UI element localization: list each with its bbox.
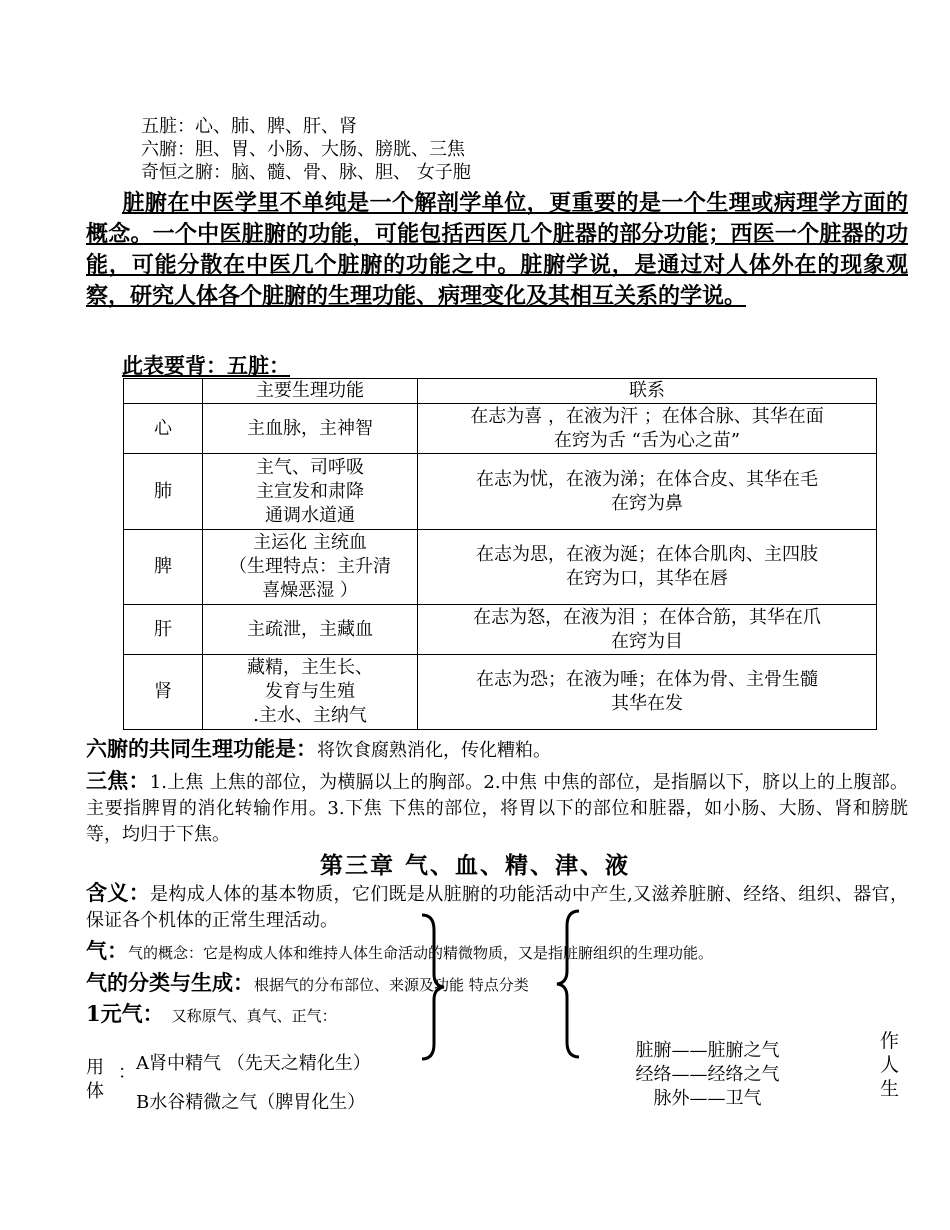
relation-cell [418, 530, 877, 605]
function-line: 通调水道通 [265, 504, 355, 526]
side-char: 用 [86, 1057, 104, 1078]
relation-line: 在窍为口，其华在唇 [566, 568, 728, 589]
function-line: 主疏泄，主藏血 [247, 618, 373, 640]
table-row [124, 454, 877, 530]
sanjiao-paragraph [86, 768, 908, 848]
yuanqi-text: 又称原气、真气、正气： [171, 1007, 337, 1025]
relation-line: 在志为怒，在液为泪 ；在体合筋，其华在爪 [473, 606, 821, 628]
yuanqi-line [86, 1001, 908, 1029]
function-cell [203, 530, 418, 605]
relation-line: 在志为忧，在液为涕；在体合皮、其华在毛 [476, 468, 818, 490]
list-item: 六腑：胆、胃、小肠、大肠、膀胱、三焦 [141, 139, 465, 160]
relation-cell [418, 655, 877, 730]
list-item: 脉外——卫气 [653, 1088, 762, 1109]
organ-cell: 肾 [124, 655, 203, 730]
list-item: 奇恒之腑：脑、髓、骨、脉、胆、 女子胞 [141, 162, 471, 183]
organ-cell: 心 [124, 404, 203, 454]
yuanqi-label: 1元气： [86, 1001, 164, 1026]
liufu-line [86, 736, 908, 764]
side-right-text [880, 1029, 899, 1101]
organ-cell: 肺 [124, 454, 203, 530]
side-colon: ： [118, 1062, 136, 1083]
relation-line: 在窍为舌 “舌为心之苗” [553, 429, 741, 451]
hanyi-text: 是构成人体的基本物质，它们既是从脏腑的功能活动中产生,又滋养脏腑、经络、组织、器官，保证各个机体的正常生理活动。 [86, 884, 909, 931]
hanyi-paragraph [86, 880, 908, 934]
sanjiao-text: 1.上焦 上焦的部位，为横膈以上的胸部。2.中焦 中焦的部位，是指膈以下，脐以上的上腹部。主要指脾胃的消化转输作用。3.下焦 下焦的部位，将胃以下的部位和脏器，如小肠、大肠、肾和膀胱等，均归于下焦。 [86, 772, 908, 845]
relation-line: 在窍为目 [611, 630, 683, 652]
table-row [124, 404, 877, 454]
function-line: 发育与生殖 [265, 681, 355, 702]
zangfu-paragraph-text: 脏腑在中医学里不单纯是一个解剖学单位，更重要的是一个生理或病理学方面的概念。一个中医脏腑的功能，可能包括西医几个脏器的部分功能；西医一个脏器的功能，可能分散在中医几个脏腑的功能之中。脏腑学说，是通过对人体外在的现象观察，研究人体各个脏腑的生理功能、病理变化及其相互关系的学说。 [86, 190, 908, 309]
list-item: 五脏：心、肺、脾、肝、肾 [141, 116, 357, 137]
function-line: 藏精，主生长、 [247, 657, 373, 678]
qi-class-text: 根据气的分布部位、来源及功能 特点分类 [254, 976, 529, 994]
relation-line: 在窍为鼻 [611, 492, 683, 514]
chapter-title: 第三章 气、血、精、津、液 [319, 852, 630, 879]
qi-class-line [86, 970, 908, 998]
function-line: 主宣发和肃降 [256, 480, 364, 502]
function-cell [203, 454, 418, 530]
qi-label: 气： [86, 938, 128, 963]
function-cell [203, 605, 418, 655]
function-line: 主血脉，主神智 [247, 417, 373, 439]
zangfu-paragraph [86, 188, 908, 312]
table-header-row [124, 379, 877, 404]
relation-line: 其华在发 [611, 693, 683, 714]
relation-cell [418, 605, 877, 655]
function-cell [203, 404, 418, 454]
sanjiao-label: 三焦： [86, 768, 150, 793]
list-item: 经络——经络之气 [635, 1064, 780, 1085]
source-b: B水谷精微之气（脾胃化生） [136, 1092, 366, 1113]
qi-text: 气的概念：它是构成人体和维持人体生命活动的精微物质，又是指脏腑组织的生理功能。 [128, 944, 714, 962]
qi-line [86, 938, 908, 966]
side-left-text [86, 1056, 104, 1104]
table-row [124, 530, 877, 605]
relation-line: 在志为喜 ，在液为汗 ；在体合脉、其华在面 [470, 405, 824, 427]
table-row [124, 655, 877, 730]
side-char: 体 [86, 1081, 104, 1102]
hanyi-label: 含义： [86, 880, 151, 905]
organ-cell: 肝 [124, 605, 203, 655]
intro-list [141, 115, 471, 184]
organ-cell: 脾 [124, 530, 203, 605]
relation-cell [418, 404, 877, 454]
header-cell: 主要生理功能 [203, 379, 418, 404]
side-char: 人 [880, 1054, 900, 1076]
zangfu-qi-list [620, 1039, 795, 1111]
list-item: 脏腑——脏腑之气 [635, 1040, 780, 1061]
side-char: 生 [880, 1078, 900, 1100]
left-curly-brace [553, 908, 583, 1060]
relation-line: 在志为思，在液为涎；在体合肌肉、主四肢 [476, 544, 818, 565]
function-line: 主运化 主统血 [253, 532, 367, 553]
header-cell [124, 379, 203, 404]
relation-cell [418, 454, 877, 530]
function-line: （生理特点：主升清 [229, 556, 391, 577]
header-cell: 联系 [418, 379, 877, 404]
side-char: 作 [880, 1030, 900, 1052]
liufu-label: 六腑的共同生理功能是： [86, 736, 317, 761]
table-row [124, 605, 877, 655]
right-curly-brace [418, 912, 448, 1062]
source-a: A肾中精气 （先天之精化生） [136, 1053, 371, 1074]
function-line: 主气、司呼吸 [256, 456, 364, 478]
table-heading: 此表要背：五脏： [122, 353, 290, 378]
liufu-text: 将饮食腐熟消化，传化糟粕。 [317, 740, 551, 761]
relation-line: 在志为恐；在液为唾；在体为骨、主骨生髓 [476, 669, 818, 690]
qi-class-label: 气的分类与生成： [86, 970, 254, 995]
function-line: 喜燥恶湿 ） [262, 580, 358, 601]
organ-table [123, 378, 877, 730]
function-cell [203, 655, 418, 730]
function-line: .主水、主纳气 [253, 705, 367, 726]
